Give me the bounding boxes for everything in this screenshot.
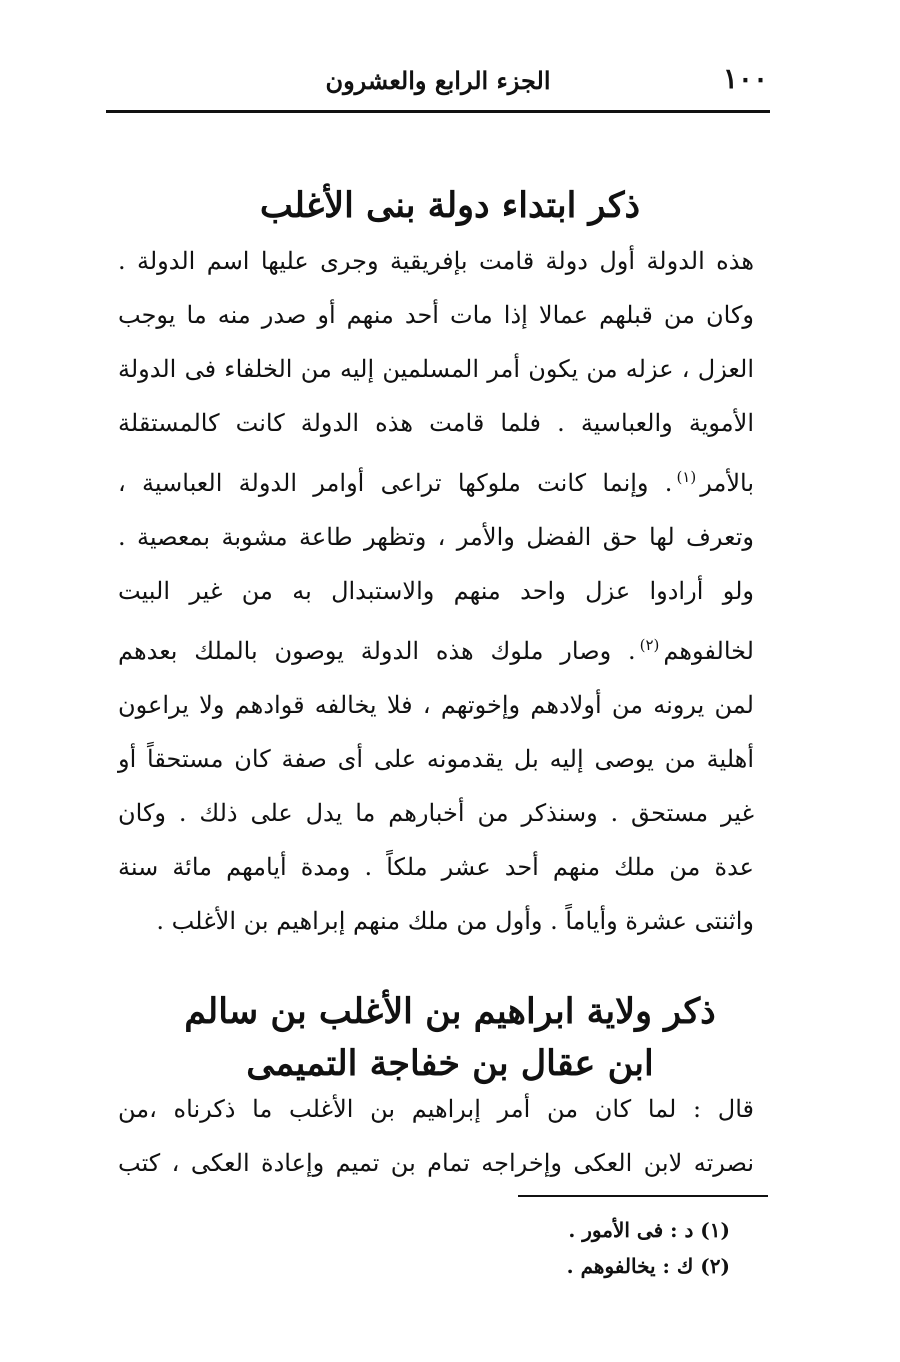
section-paragraph	[118, 234, 754, 948]
footnote: (٢) ك : يخالفوهم .	[566, 1254, 730, 1278]
running-title: الجزء الرابع والعشرون	[325, 66, 551, 95]
text-line: الأموية والعباسية . فلما قامت هذه الدولة كانت كالمستقلة	[118, 409, 754, 437]
text-line-with-footnote	[118, 450, 754, 510]
footnote-divider	[518, 1195, 768, 1197]
header-divider	[106, 110, 770, 113]
text-line: قال : لما كان من أمر إبراهيم بن الأغلب ما ذكرناه ،من	[118, 1095, 755, 1123]
text-line-with-footnote	[118, 618, 754, 678]
heading-line: ابن عقال بن خفاجة التميمى	[246, 1042, 654, 1084]
footnote-mark: (٢)	[639, 636, 660, 654]
text-line: العزل ، عزله من يكون أمر المسلمين إليه من الخلفاء فى الدولة	[118, 355, 754, 383]
section-heading	[100, 989, 800, 1092]
running-head	[108, 62, 768, 106]
text-fragment: . وصار ملوك هذه الدولة يوصون بالملك بعدهم	[118, 637, 636, 665]
text-line: غير مستحق . وسنذكر من أخبارهم ما يدل على ذلك . وكان	[118, 799, 754, 827]
text-line: لمن يرونه من أولادهم وإخوتهم ، فلا يخالفه قوادهم ولا يراعون	[118, 691, 754, 719]
section-heading: ذكر ابتداء دولة بنى الأغلب	[259, 185, 641, 227]
text-line: عدة من ملك منهم أحد عشر ملكاً . ومدة أيامهم مائة سنة	[118, 853, 754, 881]
text-line: وتعرف لها حق الفضل والأمر ، وتظهر طاعة مشوبة بمعصية .	[118, 523, 755, 551]
footnote: (١) د : فى الأمور .	[568, 1218, 730, 1242]
text-fragment: . وإنما كانت ملوكها تراعى أوامر الدولة العباسية ،	[118, 469, 673, 497]
text-fragment: لخالفوهم	[663, 637, 754, 665]
footnotes	[430, 1212, 730, 1284]
heading-line: ذكر ولاية ابراهيم بن الأغلب بن سالم	[184, 991, 716, 1033]
footnote-mark: (١)	[676, 468, 697, 486]
text-line: ولو أرادوا عزل واحد منهم والاستبدال به من غير البيت	[118, 577, 754, 605]
text-line: واثنتى عشرة وأياماً . وأول من ملك منهم إبراهيم بن الأغلب .	[156, 907, 754, 935]
page-number: ١٠٠	[722, 62, 768, 95]
section-paragraph	[118, 1082, 754, 1190]
text-line: هذه الدولة أول دولة قامت بإفريقية وجرى عليها اسم الدولة .	[118, 247, 754, 275]
text-line: أهلية من يوصى إليه بل يقدمونه على أى صفة كان مستحقاً أو	[118, 745, 754, 773]
text-line: وكان من قبلهم عمالا إذا مات أحد منهم أو صدر منه ما يوجب	[118, 301, 754, 329]
text-fragment: بالأمر	[700, 469, 754, 497]
text-line: نصرته لابن العكى وإخراجه تمام بن تميم وإعادة العكى ، كتب	[118, 1149, 754, 1177]
